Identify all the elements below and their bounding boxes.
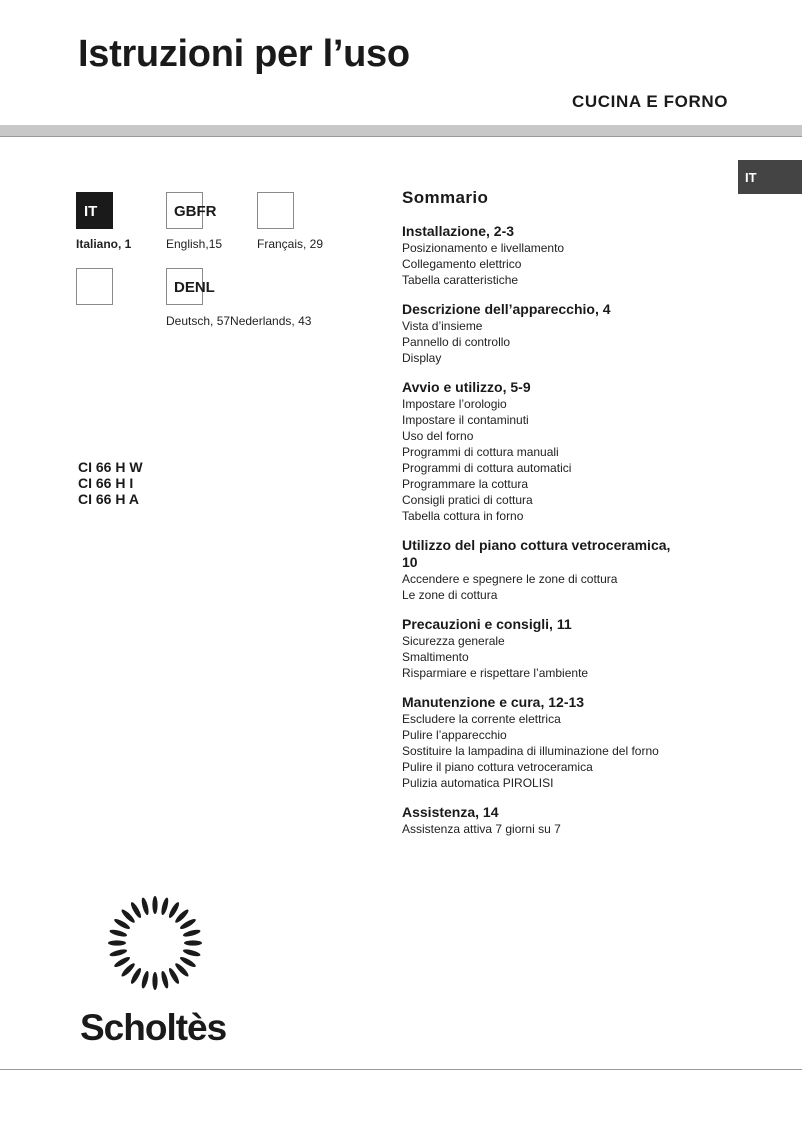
product-type: CUCINA E FORNO: [572, 92, 729, 111]
footer-divider: [0, 1069, 802, 1070]
toc-section-title: Descrizione dell’apparecchio, 4: [402, 301, 611, 317]
sun-ray: [140, 970, 150, 989]
brand-name: Scholtès: [80, 1007, 227, 1048]
brand-logo: [80, 888, 230, 1053]
sun-ray: [109, 928, 128, 938]
sun-ray: [182, 928, 201, 938]
header-divider: [0, 125, 802, 137]
toc-item: Pannello di controllo: [402, 335, 511, 349]
sun-ray: [182, 948, 201, 958]
language-label-de-nl: Deutsch, 57Nederlands, 43: [166, 314, 312, 328]
sun-ray: [160, 970, 170, 989]
toc-heading: Sommario: [402, 188, 489, 207]
toc-item: Tabella cottura in forno: [402, 509, 524, 523]
toc-item: Programmare la cottura: [402, 477, 529, 491]
toc-section: [402, 694, 742, 791]
toc-item: Risparmiare e rispettare l’ambiente: [402, 666, 589, 680]
toc-section-title: Utilizzo del piano cottura vetroceramica,: [402, 537, 671, 553]
toc-item: Impostare il contaminuti: [402, 413, 529, 427]
toc-item: Consigli pratici di cottura: [402, 493, 533, 507]
sun-ray: [184, 940, 202, 945]
toc-section: [402, 379, 742, 524]
sun-ray: [109, 948, 128, 958]
page-title: Istruzioni per l’uso: [78, 33, 410, 75]
model-code: CI 66 H A: [78, 491, 139, 507]
language-box-it: IT: [76, 192, 113, 229]
toc-section-title: Precauzioni e consigli, 11: [402, 616, 572, 632]
toc-section: [402, 223, 742, 288]
toc-item: Impostare l’orologio: [402, 397, 507, 411]
toc-item: Pulizia automatica PIROLISI: [402, 776, 554, 790]
sun-ray: [152, 972, 157, 990]
toc-section: [402, 616, 742, 681]
language-box-gb-fr: GBFR: [166, 192, 203, 229]
language-box-de-nl: DENL: [166, 268, 203, 305]
toc-item: Smaltimento: [402, 650, 469, 664]
toc-item: Uso del forno: [402, 429, 474, 443]
sun-ray: [140, 897, 150, 916]
language-label-en: English,15: [166, 237, 223, 251]
toc-item: Sicurezza generale: [402, 634, 505, 648]
sun-ray: [108, 940, 126, 945]
toc-item: Tabella caratteristiche: [402, 273, 519, 287]
toc-section-title: Manutenzione e cura, 12-13: [402, 694, 585, 710]
toc-section: [402, 301, 742, 366]
toc-section: [402, 537, 742, 603]
toc-item: Posizionamento e livellamento: [402, 241, 565, 255]
table-of-contents: [402, 188, 742, 850]
toc-item: Accendere e spegnere le zone di cottura: [402, 572, 618, 586]
model-list: [78, 459, 143, 507]
toc-item: Pulire il piano cottura vetroceramica: [402, 760, 593, 774]
language-label-fr: Français, 29: [257, 237, 324, 251]
toc-item: Le zone di cottura: [402, 588, 498, 602]
language-tab: IT: [738, 160, 802, 194]
toc-item: Assistenza attiva 7 giorni su 7: [402, 822, 561, 836]
toc-item: Vista d’insieme: [402, 319, 483, 333]
toc-section: [402, 804, 742, 837]
toc-item: Collegamento elettrico: [402, 257, 522, 271]
toc-item: Pulire l’apparecchio: [402, 728, 507, 742]
model-code: CI 66 H W: [78, 459, 143, 475]
language-box-fr: [257, 192, 294, 229]
toc-item: Display: [402, 351, 442, 365]
toc-section-title: Assistenza, 14: [402, 804, 499, 820]
sun-ray: [152, 896, 157, 914]
sun-ray: [160, 897, 170, 916]
toc-item: Escludere la corrente elettrica: [402, 712, 561, 726]
toc-item: Programmi di cottura automatici: [402, 461, 572, 475]
model-code: CI 66 H I: [78, 475, 134, 491]
toc-section-title: Installazione, 2-3: [402, 223, 515, 239]
toc-section-title-page: 10: [402, 554, 418, 570]
toc-section-title: Avvio e utilizzo, 5-9: [402, 379, 531, 395]
toc-item: Programmi di cottura manuali: [402, 445, 559, 459]
sun-emblem-icon: [80, 888, 230, 1048]
language-label-it: Italiano, 1: [76, 237, 132, 251]
language-box-empty: [76, 268, 113, 305]
toc-item: Sostituire la lampadina di illuminazione del forno: [402, 744, 659, 758]
